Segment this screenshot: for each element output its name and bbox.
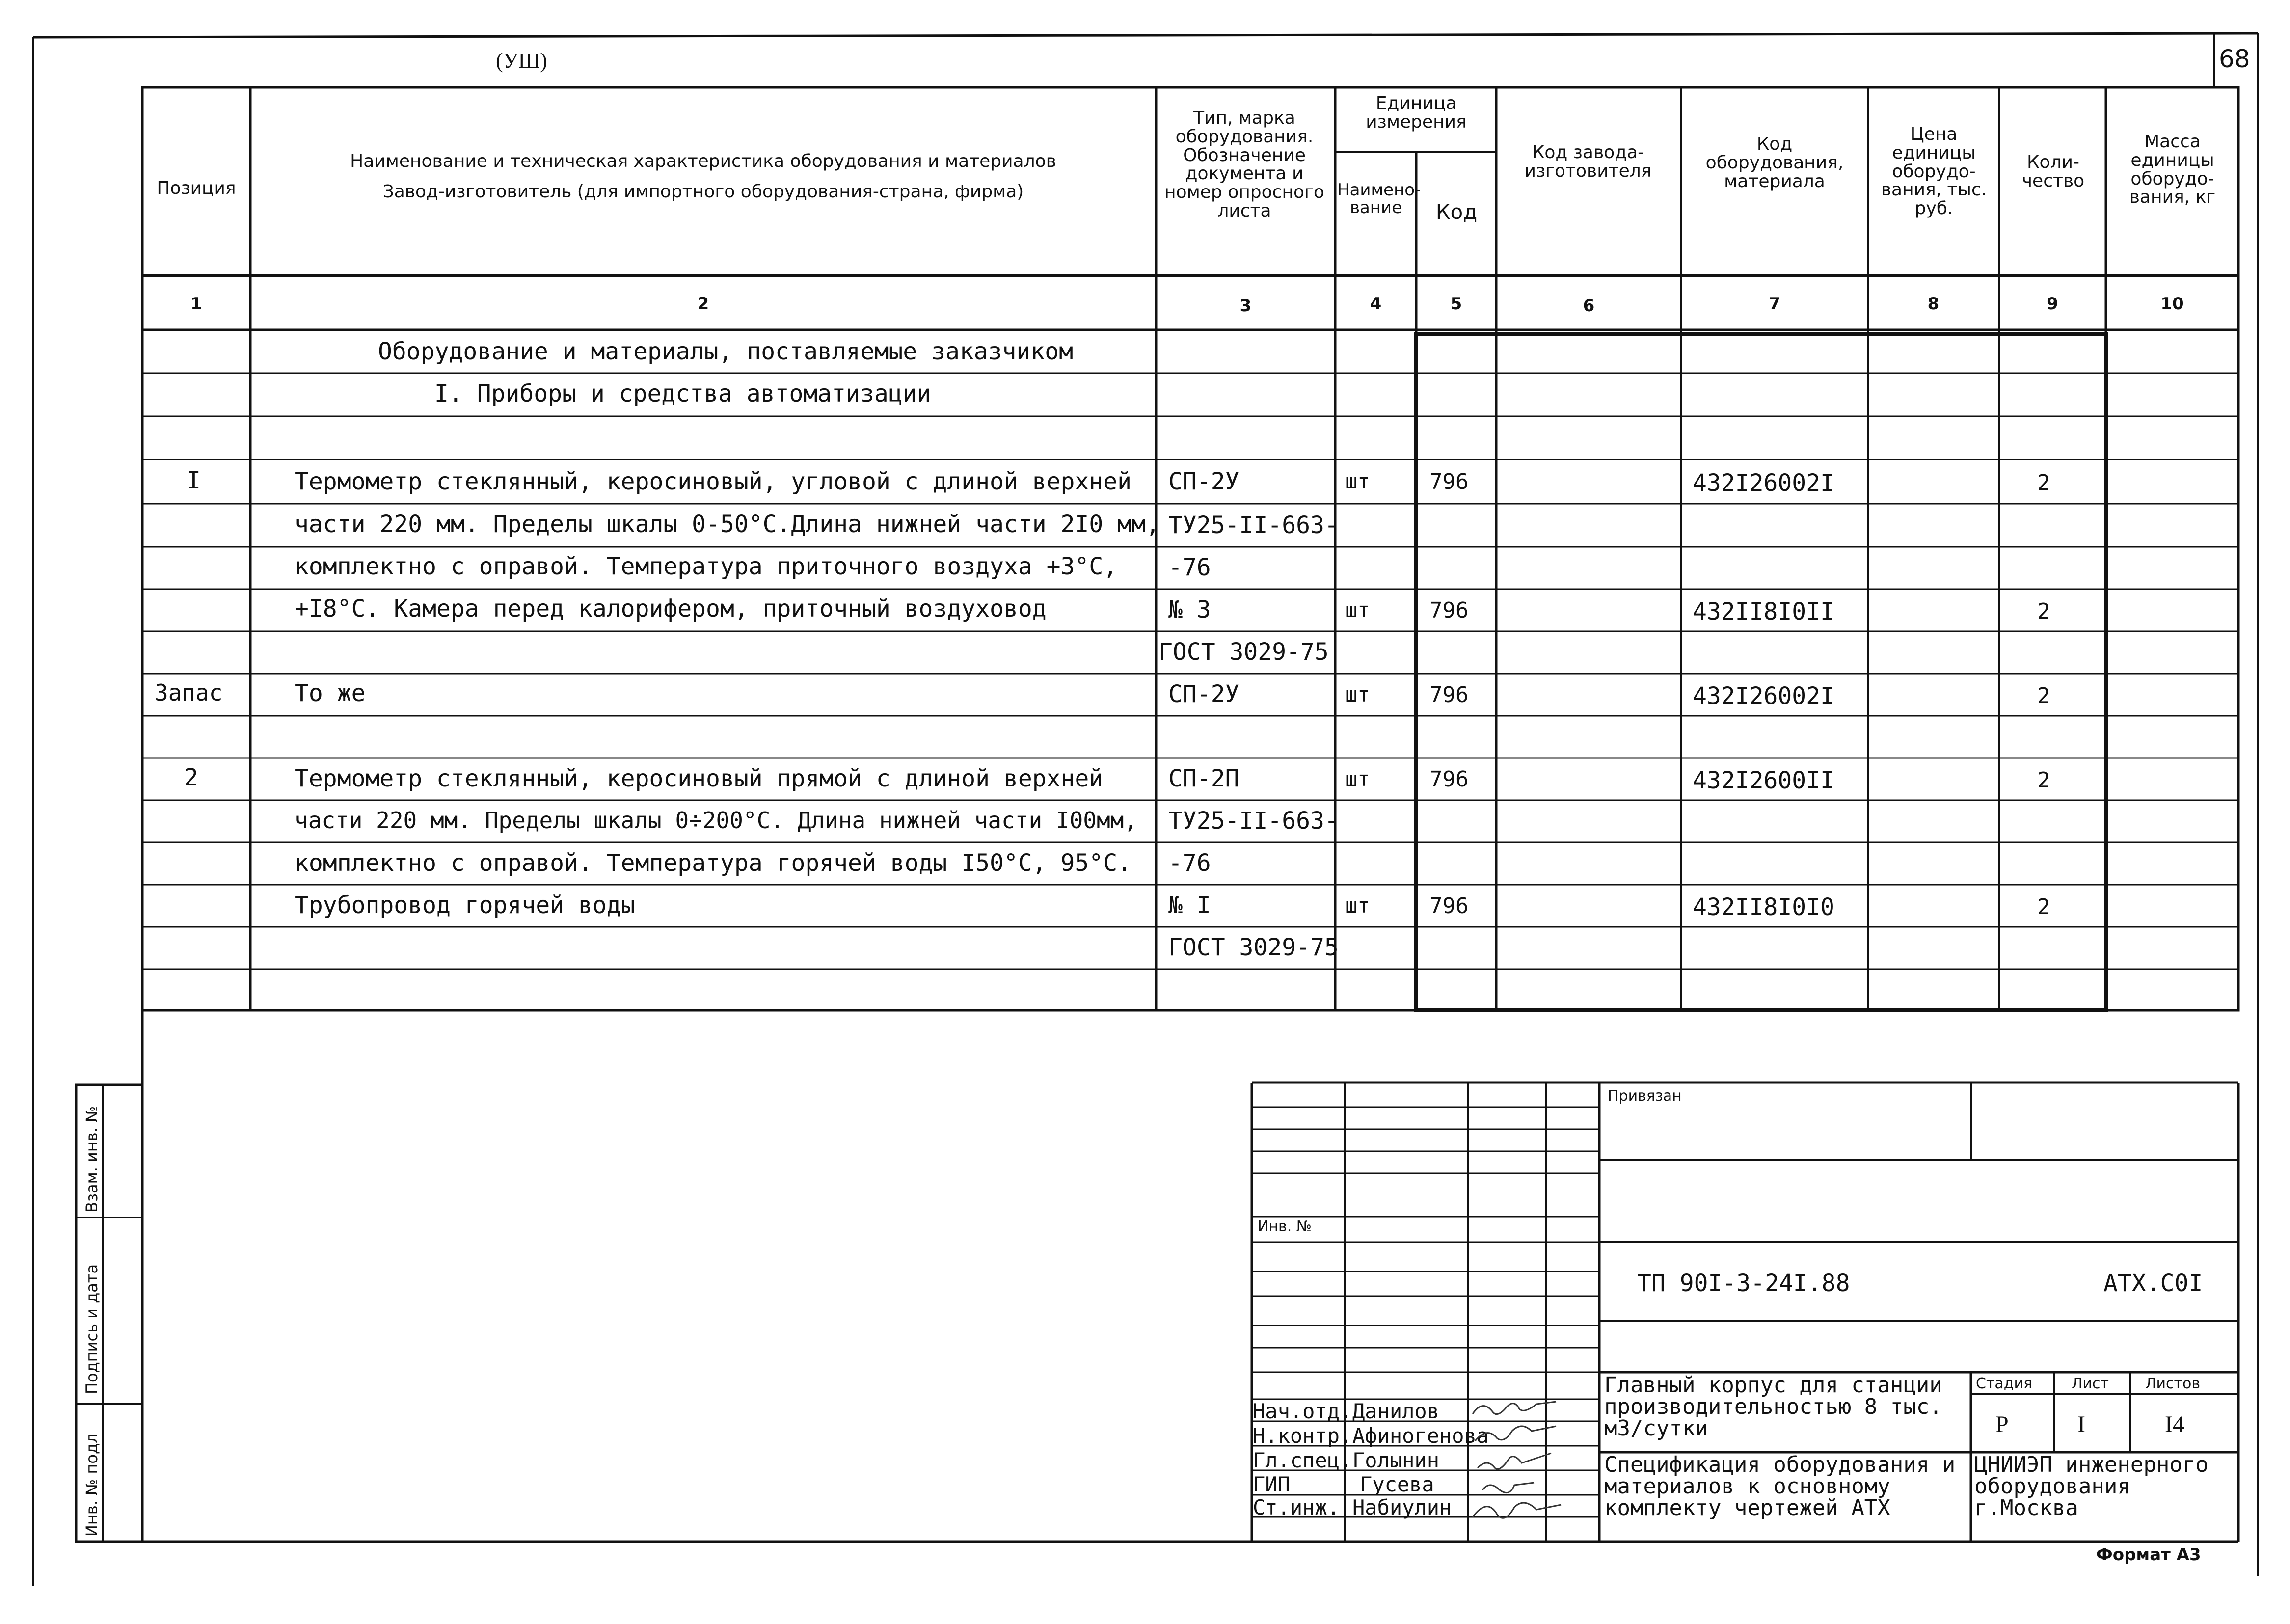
signer-name: Данилов [1352,1399,1440,1423]
stamp-vzam-inv: Взам. инв. № [82,1106,101,1213]
row-type: -76 [1168,554,1211,581]
sheet-title: Спецификация оборудования и материалов к основному комплекту чертежей АТХ [1604,1452,1956,1520]
row-equipment-code: 432II8I0I0 [1693,893,1834,921]
row-position: 2 [184,764,198,791]
row-unit-code: 796 [1429,767,1469,792]
signer-name: Гусева [1360,1472,1434,1496]
row-name: Термометр стеклянный, керосиновый, угловой с длиной верхней [295,468,1132,495]
col-number: 6 [1583,296,1595,316]
row-name: +I8°С. Камера перед калорифером, приточный воздуховод [295,595,1047,623]
signer-name: Набиулин [1352,1495,1452,1519]
stage-value: Р [1995,1411,2009,1437]
row-quantity: 2 [2037,768,2050,793]
row-type: ТУ25-II-663- [1168,807,1339,835]
row-unit: шт [1345,767,1370,791]
row-type: ГОСТ 3029-75 [1158,638,1329,666]
header-factory-code: Код завода-изготовителя [1524,142,1652,181]
row-quantity: 2 [2037,894,2050,920]
row-type: ГОСТ 3029-75 [1168,934,1339,961]
row-position: Запас [155,679,223,706]
stamp-inv-podl: Инв. № подл [82,1433,101,1537]
row-name: Трубопровод горячей воды [295,892,635,919]
row-quantity: 2 [2037,470,2050,495]
header-price: Цена единицы оборудо-вания, тыс. руб. [1881,124,1987,219]
object-title: Главный корпус для станции производительностью 8 тыс. м3/сутки [1604,1373,1942,1441]
privyazan-label: Привязан [1608,1087,1682,1105]
header-unit: Единица измерения [1366,93,1467,132]
header-mass: Масса единицы оборудо-вания, кг [2129,132,2216,208]
signer-role: ГИП [1253,1472,1290,1496]
col-number: 5 [1450,294,1462,314]
signer-name: Афиногенова [1352,1424,1489,1448]
row-type: СП-2У [1168,680,1239,708]
row-unit-code: 796 [1429,469,1469,494]
row-name: комплектно с оправой. Температура приточного воздуха +3°С, [295,553,1118,580]
row-name: части 220 мм. Пределы шкалы 0÷200°С. Длина нижней части I00мм, [295,807,1138,834]
sheet-roman-mark: (УШ) [496,49,547,73]
signer-role: Гл.спец. [1253,1448,1352,1472]
row-unit: шт [1345,893,1370,918]
row-unit-code: 796 [1429,682,1469,707]
inv-no-label: Инв. № [1258,1218,1312,1235]
col-number: 9 [2047,294,2058,314]
sheet-label: Лист [2072,1375,2109,1392]
document-code: ТП 90I-3-24I.88 [1637,1270,1850,1297]
organization: ЦНИИЭП инженерного оборудования г.Москва [1974,1452,2209,1520]
row-type: СП-2У [1168,468,1239,495]
document-mark: АТХ.С0I [2103,1270,2203,1297]
row-name: комплектно с оправой. Температура горячей воды I50°С, 95°С. [295,849,1132,877]
header-unit-name: Наимено-вание [1337,180,1421,217]
sheets-label: Листов [2145,1375,2201,1392]
row-quantity: 2 [2037,683,2050,708]
col-number: 1 [190,294,202,314]
section-title: Оборудование и материалы, поставляемые заказчиком [378,338,1074,365]
row-equipment-code: 432II8I0II [1693,598,1834,625]
sheets-value: I4 [2165,1411,2184,1437]
row-position: I [187,467,201,494]
row-unit: шт [1345,682,1370,706]
col-number: 3 [1239,296,1252,316]
col-number: 8 [1927,294,1940,314]
row-unit: шт [1345,469,1370,493]
col-number: 10 [2160,294,2184,314]
row-type: ТУ25-II-663- [1168,512,1339,539]
col-number: 7 [1769,294,1780,314]
row-name: части 220 мм. Пределы шкалы 0-50°С.Длина нижней части 2I0 мм, [295,511,1160,538]
subsection-title: I. Приборы и средства автоматизации [434,380,931,407]
row-unit-code: 796 [1429,598,1469,623]
format-label: Формат А3 [2096,1545,2201,1565]
row-equipment-code: 432I26002I [1693,682,1834,710]
row-quantity: 2 [2037,599,2050,624]
header-type: Тип, марка оборудования. Обозначение документа и номер опросного листа [1164,108,1324,221]
row-unit-code: 796 [1429,893,1469,919]
sheet-value: I [2077,1411,2085,1437]
col-number: 4 [1370,294,1382,314]
row-name: Термометр стеклянный, керосиновый прямой с длиной верхней [295,765,1104,792]
signer-role: Нач.отд. [1253,1399,1352,1423]
header-equipment-code: Код оборудования, материала [1705,134,1844,191]
row-type: СП-2П [1168,765,1239,792]
header-name-line2: Завод-изготовитель (для импортного оборудования-страна, фирма) [382,182,1024,202]
stage-label: Стадия [1976,1375,2033,1392]
stamp-podpis-data: Подпись и дата [82,1264,101,1394]
row-unit: шт [1345,598,1370,622]
signer-name: Голынин [1352,1448,1440,1472]
row-type: -76 [1168,849,1211,877]
row-name: То же [295,679,366,707]
header-name-line1: Наименование и техническая характеристика оборудования и материалов [350,151,1056,171]
handwritten-signatures [1468,1399,1600,1542]
header-quantity: Коли-чество [2021,152,2085,191]
row-equipment-code: 432I26002I [1693,469,1834,497]
row-equipment-code: 432I2600II [1693,767,1834,794]
row-type: № 3 [1168,596,1211,623]
col-number: 2 [697,294,709,314]
page-number: 68 [2219,45,2250,73]
header-unit-code: Код [1435,200,1478,224]
header-position: Позиция [157,178,236,198]
row-type: № I [1168,892,1211,919]
signer-role: Ст.инж. [1253,1495,1340,1519]
signer-role: Н.контр. [1253,1424,1352,1448]
